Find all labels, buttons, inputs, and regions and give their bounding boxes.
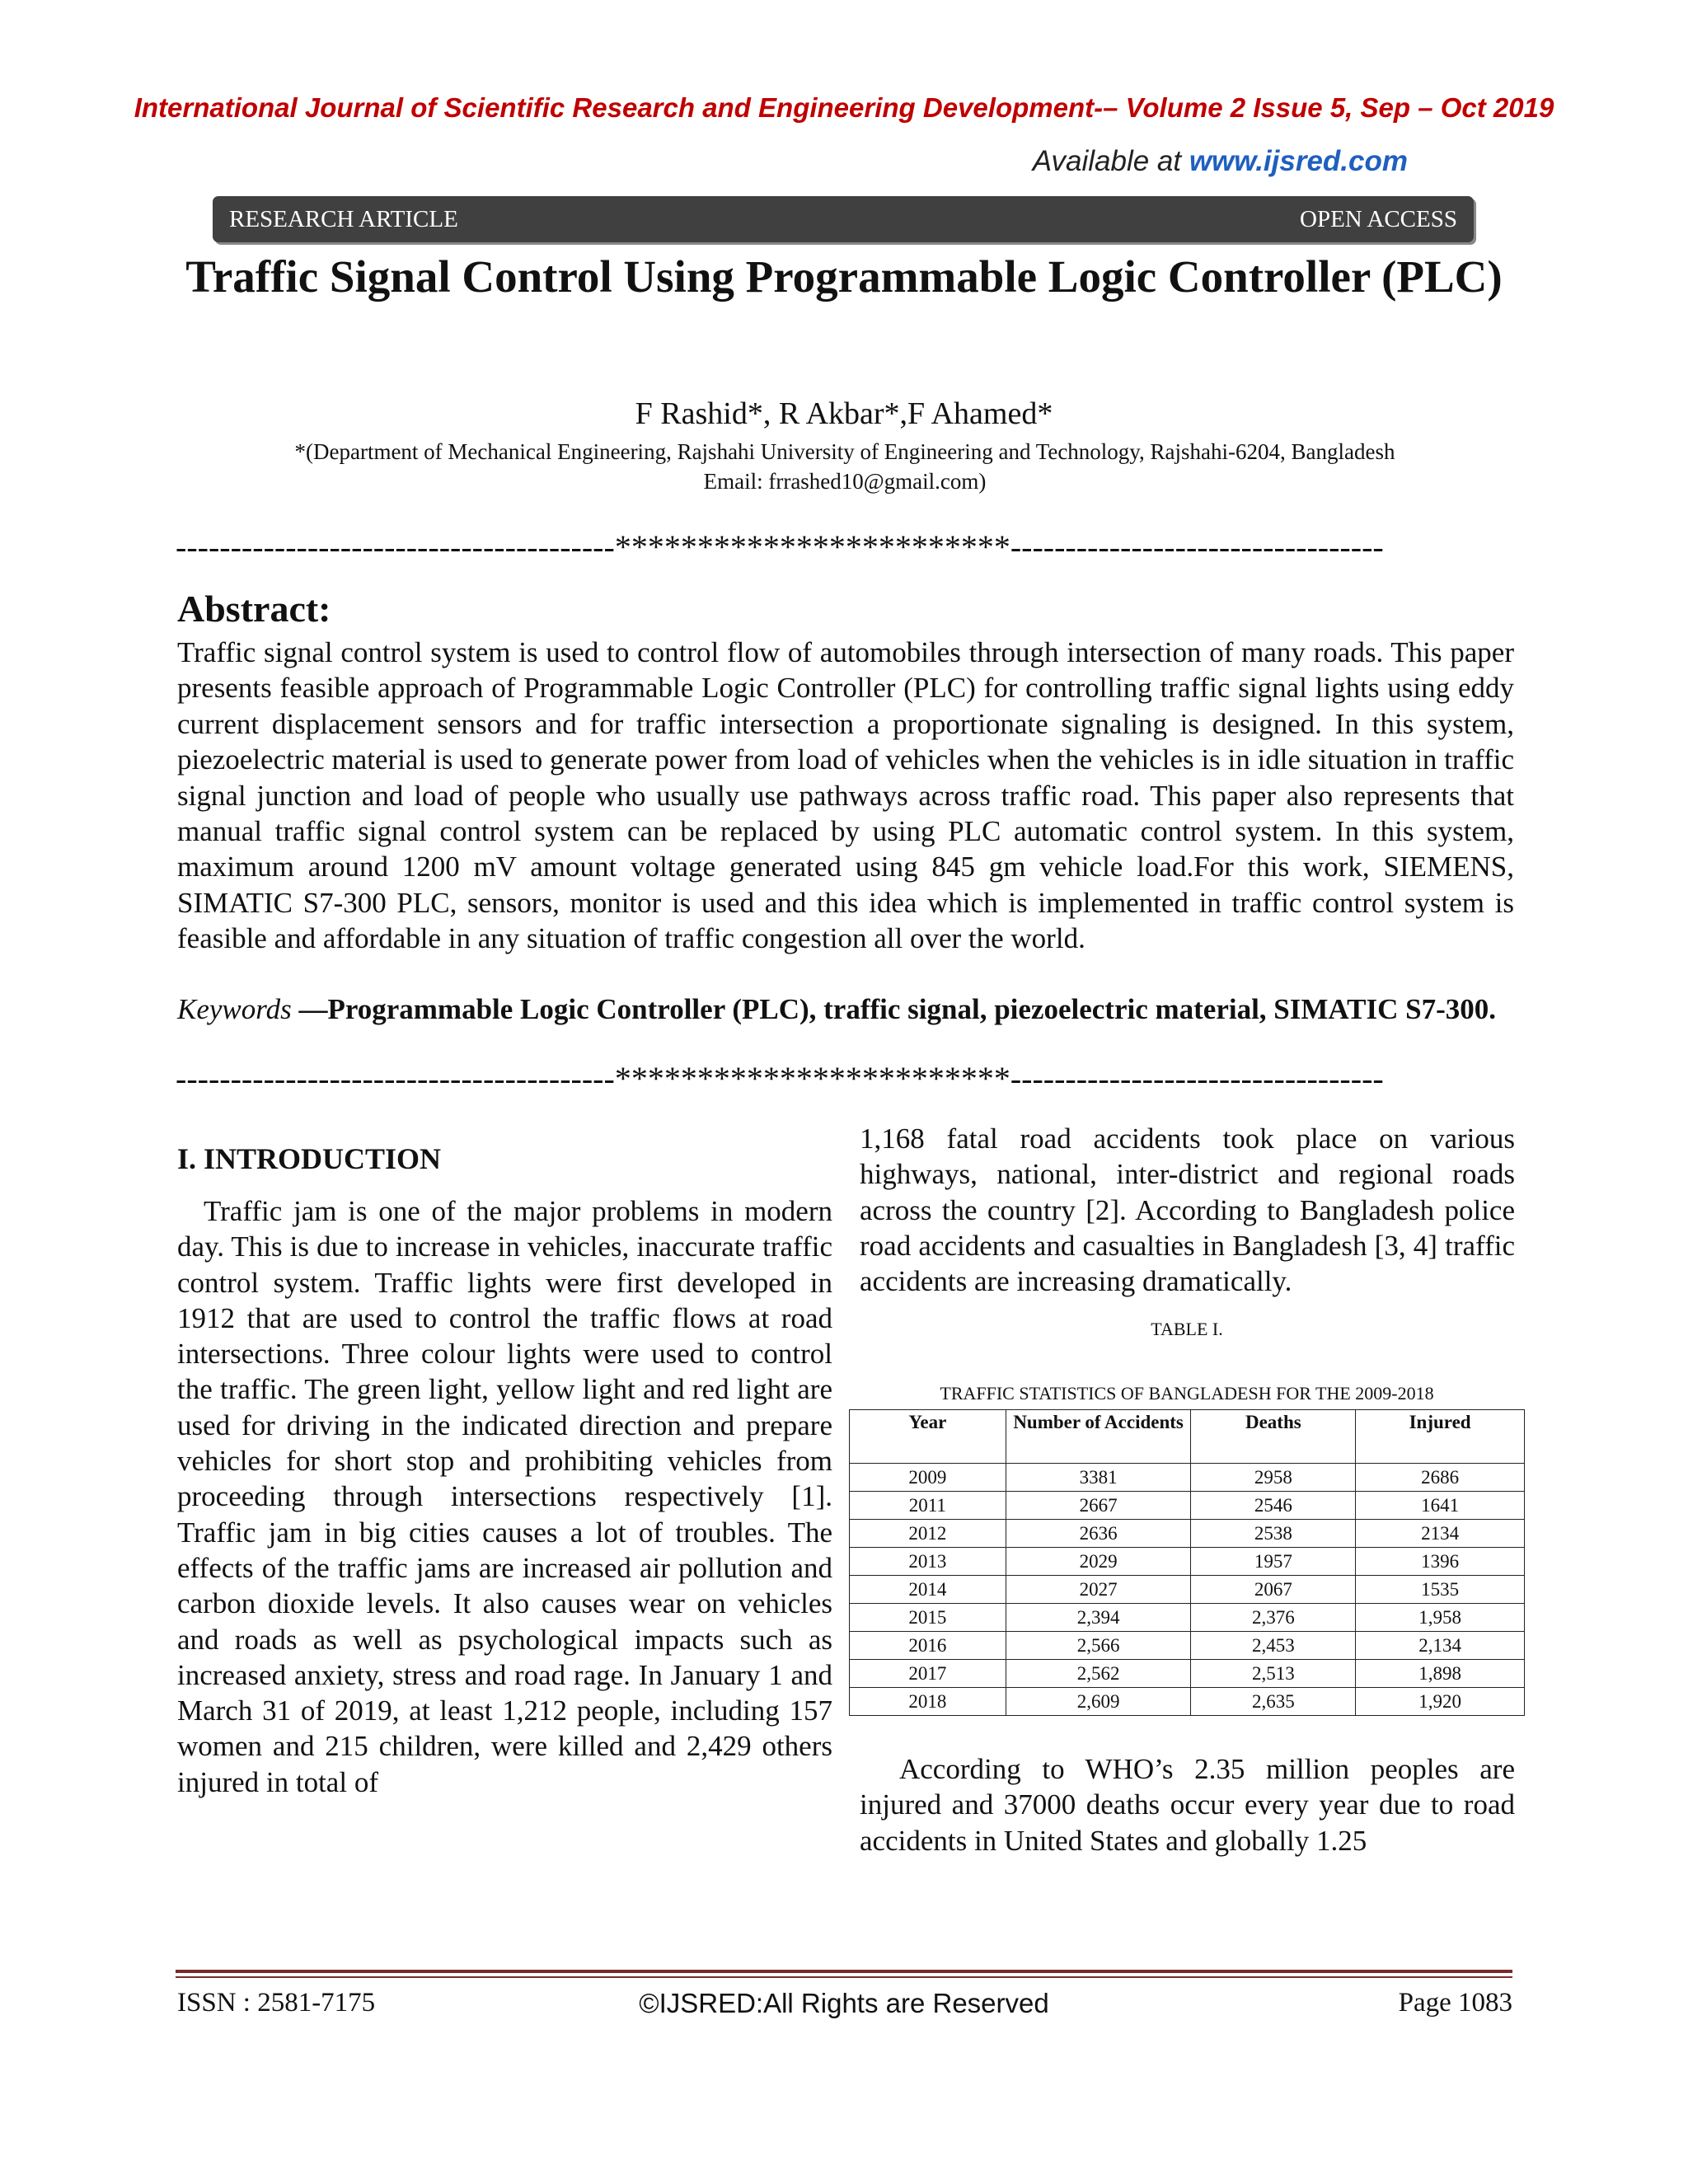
table-row [850, 1492, 1525, 1520]
journal-header: International Journal of Scientific Research and Engineering Development-– Volume 2 Issue 5, Sep – Oct 2019 [134, 92, 1554, 123]
footer-rule-thin [176, 1976, 1512, 1978]
table-row [850, 1688, 1525, 1716]
table-cell: 2013 [850, 1548, 1006, 1576]
table-cell: 2015 [850, 1604, 1006, 1632]
table-row [850, 1520, 1525, 1548]
intro-right-column-bottom: According to WHO’s 2.35 million peoples are injured and 37000 deaths occur every year due to road accidents in United States and globally 1.25 [860, 1753, 1515, 1857]
table-row [850, 1660, 1525, 1688]
footer-rights: ©IJSRED:All Rights are Reserved [639, 1988, 1049, 2018]
table-row [850, 1632, 1525, 1660]
table-cell: 2018 [850, 1688, 1006, 1716]
table-caption: TRAFFIC STATISTICS OF BANGLADESH FOR THE 2009-2018 [940, 1383, 1434, 1404]
column-header: Number of Accidents [1006, 1410, 1191, 1464]
table-cell: 2,376 [1191, 1604, 1356, 1632]
table-row [850, 1464, 1525, 1492]
affiliation: *(Department of Mechanical Engineering, Rajshahi University of Engineering and Technology, Rajshahi-6204, Bangladesh [294, 439, 1395, 464]
abstract-heading: Abstract: [177, 588, 331, 630]
article-type-label: RESEARCH ARTICLE [229, 205, 458, 232]
table-cell: 2538 [1191, 1520, 1356, 1548]
table-cell: 2958 [1191, 1464, 1356, 1492]
access-type-label: OPEN ACCESS [1300, 205, 1457, 232]
table-cell: 2,609 [1006, 1688, 1191, 1716]
table-cell: 2016 [850, 1632, 1006, 1660]
column-header: Year [850, 1410, 1006, 1464]
table-cell: 2012 [850, 1520, 1006, 1548]
table-cell: 2067 [1191, 1576, 1356, 1604]
table-row [850, 1576, 1525, 1604]
table-cell: 1,920 [1356, 1688, 1525, 1716]
authors: F Rashid*, R Akbar*,F Ahamed* [635, 396, 1053, 431]
table-cell: 2,134 [1356, 1632, 1525, 1660]
table-cell: 1,898 [1356, 1660, 1525, 1688]
column-header: Injured [1356, 1410, 1525, 1464]
keywords-label: Keywords [177, 993, 292, 1025]
table-cell: 1957 [1191, 1548, 1356, 1576]
section-heading-introduction: I. INTRODUCTION [177, 1142, 442, 1175]
table-cell: 2027 [1006, 1576, 1191, 1604]
table-cell: 2011 [850, 1492, 1006, 1520]
keywords [177, 991, 1514, 1027]
abstract-body: Traffic signal control system is used to control flow of automobiles through intersection of many roads. This paper presents feasible approach of Programmable Logic Controller (PLC) for controlling traffic signal lights using eddy current displacement sensors and for traffic intersection a proportionate signaling is designed. In this system, piezoelectric material is used to generate power from load of vehicles when the vehicles is in idle situation in traffic signal junction and load of people who usually use pathways across traffic road. This paper also represents that manual traffic signal control system can be replaced by using PLC automatic control system. In this system, maximum around 1200 mV amount voltage generated using 845 gm vehicle load.For this work, SIEMENS, SIMATIC S7-300 PLC, sensors, monitor is used and this idea which is implemented in traffic control system is feasible and affordable in any situation of traffic congestion all over the world. [177, 636, 1514, 955]
journal-website-link[interactable]: www.ijsred.com [1189, 145, 1408, 177]
table-cell: 2,453 [1191, 1632, 1356, 1660]
table-cell: 2017 [850, 1660, 1006, 1688]
footer-page-number: Page 1083 [1398, 1988, 1512, 2018]
available-prefix: Available at [1032, 145, 1189, 177]
keywords-text: —Programmable Logic Controller (PLC), traffic signal, piezoelectric material, SIMATIC S7-300. [291, 993, 1496, 1025]
table-cell: 2667 [1006, 1492, 1191, 1520]
table-cell: 2,635 [1191, 1688, 1356, 1716]
intro-right-column-top: 1,168 fatal road accidents took place on various highways, national, inter-district and regional roads across the country [2]. According to Bangladesh police road accidents and casualties in Bangladesh [3, 4] traffic accidents are increasing dramatically. [860, 1122, 1515, 1298]
table-cell: 2,394 [1006, 1604, 1191, 1632]
table-cell: 2134 [1356, 1520, 1525, 1548]
separator-bottom: ----------------------------------------************************---------------------------------- [176, 1060, 1384, 1097]
table-cell: 1535 [1356, 1576, 1525, 1604]
table-cell: 2686 [1356, 1464, 1525, 1492]
affiliation-block [148, 437, 1541, 496]
column-header: Deaths [1191, 1410, 1356, 1464]
table-row [850, 1548, 1525, 1576]
traffic-statistics-table [849, 1409, 1525, 1716]
intro-left-column: Traffic jam is one of the major problems in modern day. This is due to increase in vehicles, inaccurate traffic control system. Traffic lights were first developed in 1912 that are used to control the traffic flows at road intersections. Three colour lights were used to control the traffic. The green light, yellow light and red light are used for driving in the indicated direction and prepare vehicles for short stop and prohibiting vehicles from proceeding through intersections respectively [1]. Traffic jam in big cities causes a lot of troubles. The effects of the traffic jams are increased air pollution and carbon dioxide levels. It also causes wear on vehicles and roads as well as psychological impacts such as increased anxiety, stress and road rage. In January 1 and March 31 of 2019, at least 1,212 people, including 157 women and 215 children, were killed and 2,429 others injured in total of [177, 1195, 832, 1798]
table-cell: 2029 [1006, 1548, 1191, 1576]
paper-title: Traffic Signal Control Using Programmable Logic Controller (PLC) [185, 251, 1503, 302]
footer-rule [176, 1970, 1512, 1973]
table-cell: 1396 [1356, 1548, 1525, 1576]
table-cell: 2636 [1006, 1520, 1191, 1548]
footer-issn: ISSN : 2581-7175 [177, 1988, 376, 2018]
availability-line [1033, 145, 1408, 178]
article-banner [213, 196, 1474, 242]
table-cell: 2,562 [1006, 1660, 1191, 1688]
table-row [850, 1604, 1525, 1632]
table-cell: 2546 [1191, 1492, 1356, 1520]
table-cell: 1,958 [1356, 1604, 1525, 1632]
table-cell: 1641 [1356, 1492, 1525, 1520]
separator-top: ----------------------------------------************************---------------------------------- [176, 528, 1384, 565]
table-cell: 3381 [1006, 1464, 1191, 1492]
table-cell: 2,566 [1006, 1632, 1191, 1660]
table-header-row [850, 1410, 1525, 1464]
table-cell: 2,513 [1191, 1660, 1356, 1688]
table-cell: 2014 [850, 1576, 1006, 1604]
table-label: TABLE I. [1151, 1319, 1223, 1339]
table-cell: 2009 [850, 1464, 1006, 1492]
author-email: Email: frrashed10@gmail.com) [703, 469, 987, 494]
